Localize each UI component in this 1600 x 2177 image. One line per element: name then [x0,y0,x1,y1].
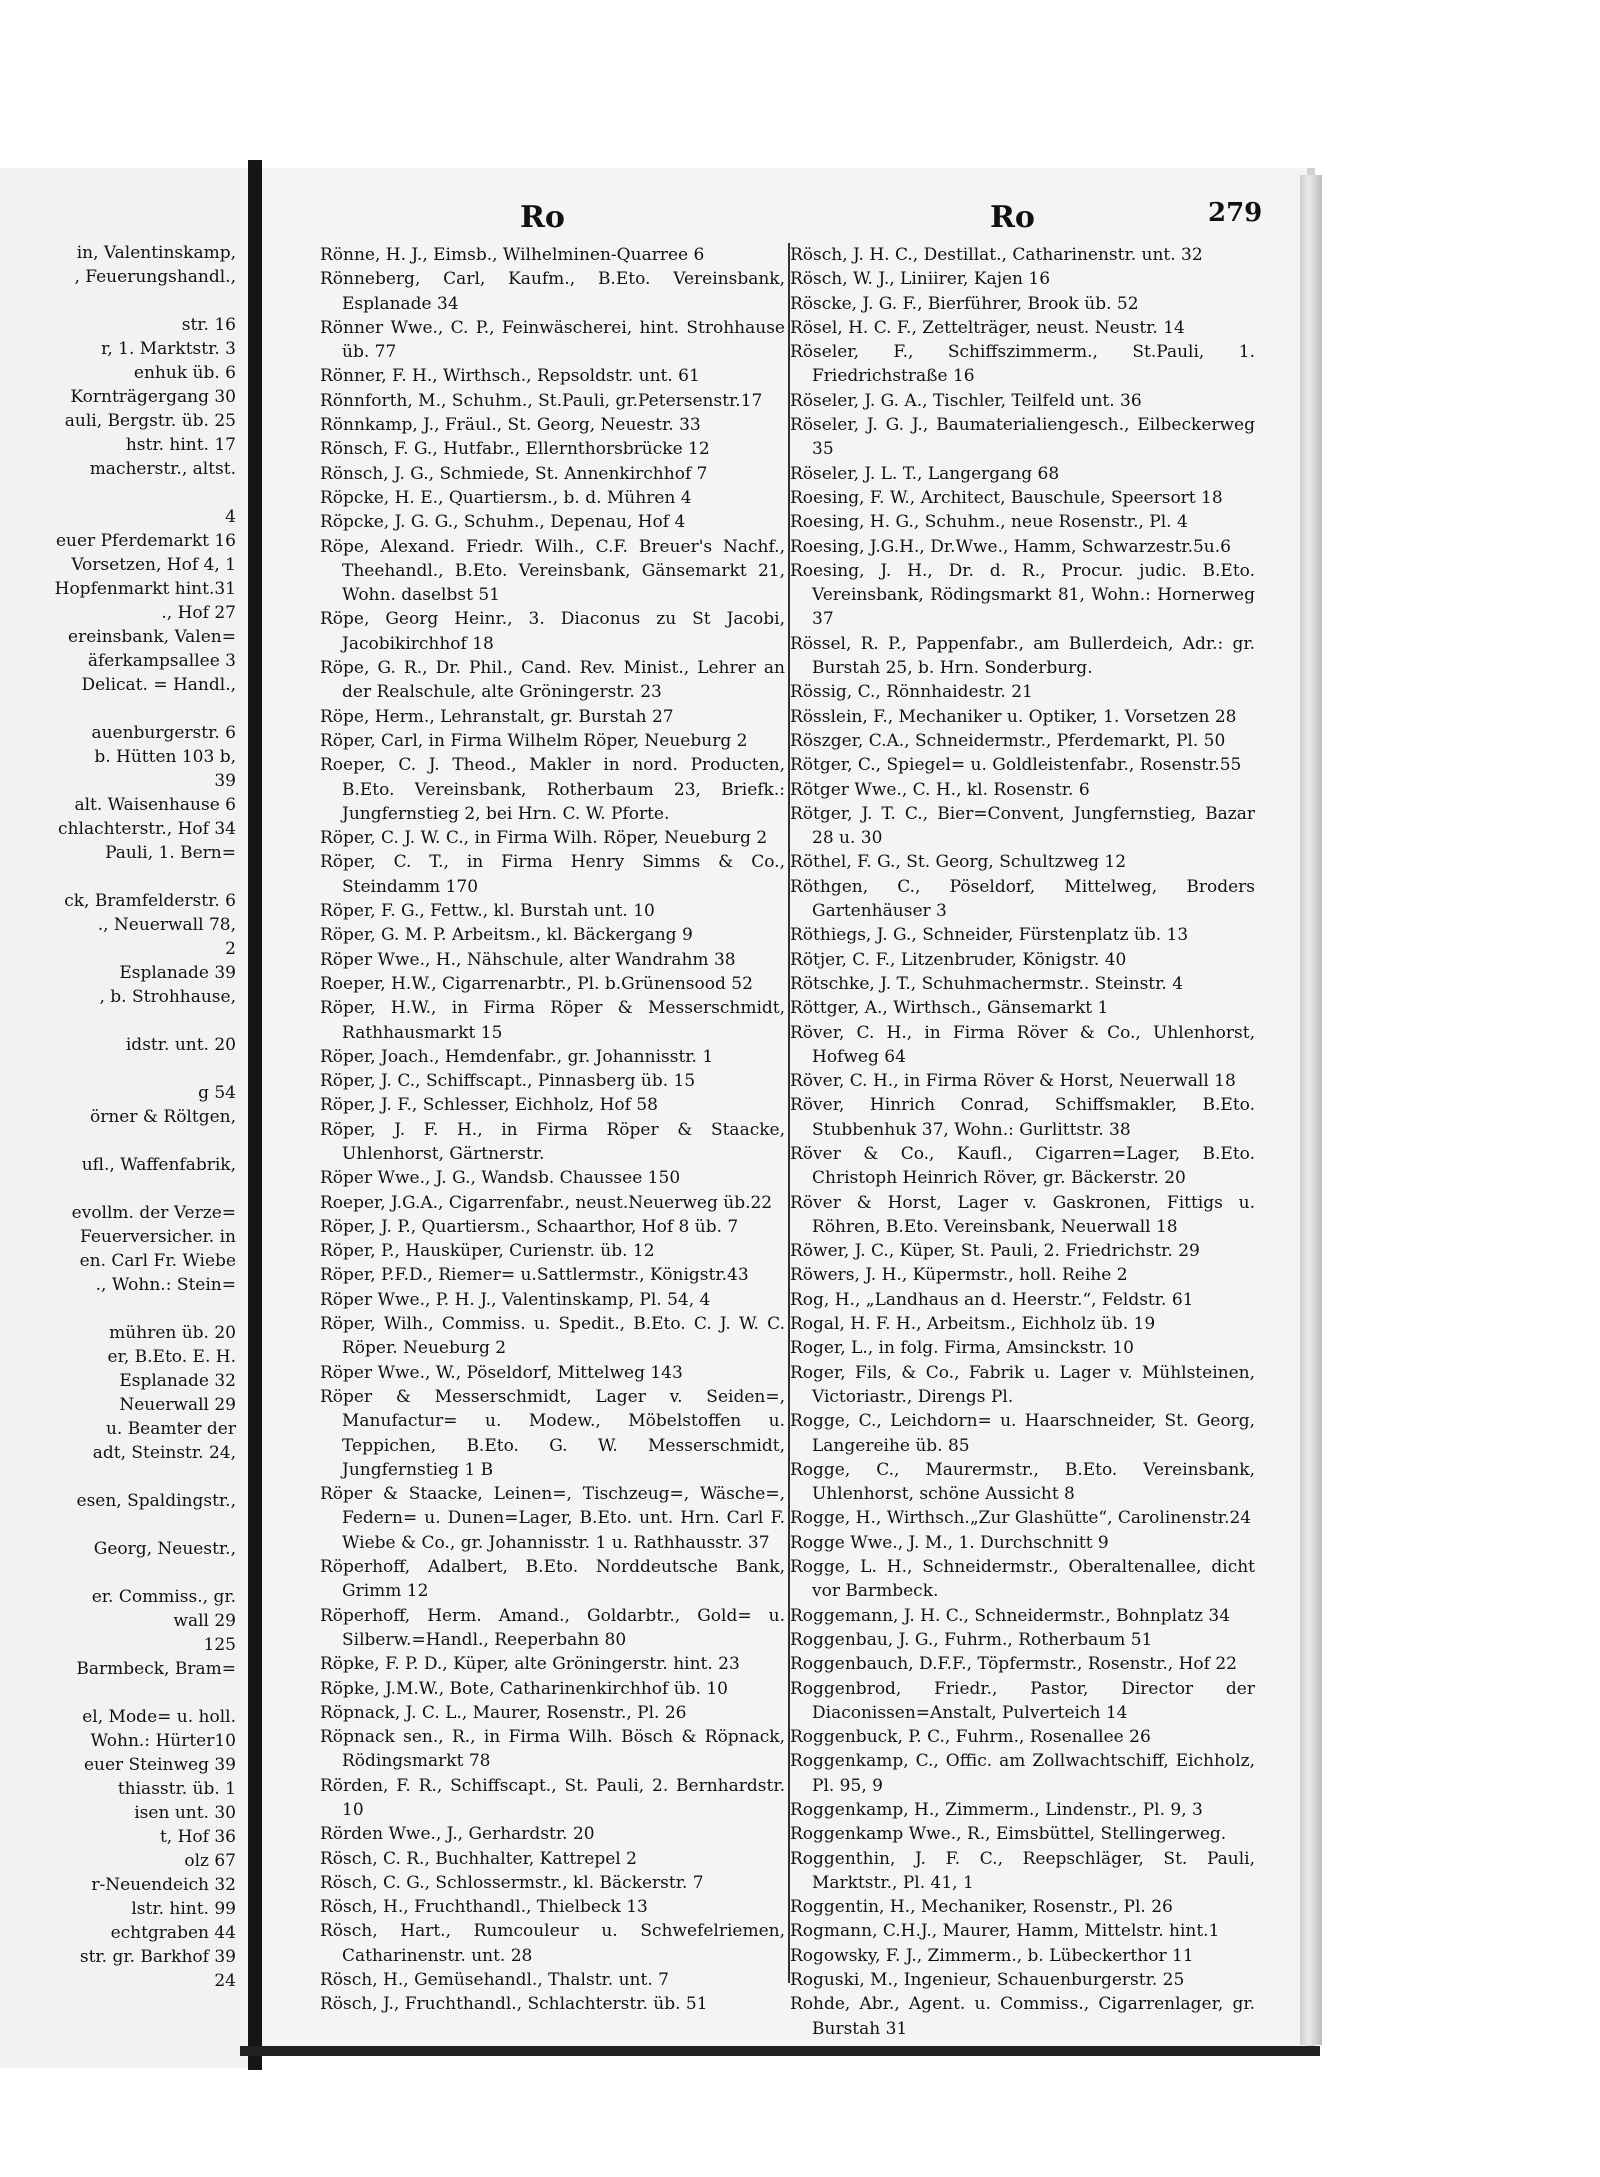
directory-entry: Röper Wwe., W., Pöseldorf, Mittelweg 143 [320,1362,683,1383]
directory-entry: Rönsch, J. G., Schmiede, St. Annenkirchhof 7 [320,463,708,484]
directory-entry: Röperhoff, Adalbert, B.Eto. Norddeutsche Bank, Grimm 12 [320,1557,785,1602]
directory-entry: Röpcke, H. E., Quartiersm., b. d. Mühren 4 [320,487,692,508]
left-page-line: Georg, Neuestr., [93,1539,236,1559]
left-page-line: ufl., Waffenfabrik, [81,1155,236,1175]
left-page-line: , b. Strohhause, [99,987,236,1007]
directory-entry: Rönne, H. J., Eimsb., Wilhelminen-Quarree 6 [320,245,705,265]
directory-entry: Röper Wwe., P. H. J., Valentinskamp, Pl. 54, 4 [320,1289,711,1310]
page-edge [1300,175,1322,2045]
directory-entry: Röpe, Alexand. Friedr. Wilh., C.F. Breuer's Nachf., Theehandl., B.Eto. Vereinsbank, Gänsemarkt 21, Wohn. daselbst 51 [320,536,785,606]
directory-entry: Röpke, J.M.W., Bote, Catharinenkirchhof üb. 10 [320,1678,728,1699]
directory-entry: Röpe, G. R., Dr. Phil., Cand. Rev. Minist., Lehrer an der Realschule, alte Gröningerstr. 23 [320,658,785,703]
left-page-line: Delicat. = Handl., [81,675,236,695]
left-page-line: Esplanade 39 [119,963,236,983]
left-page-line [0,1009,240,1033]
directory-entry: Roggenbauch, D.F.F., Töpfermstr., Rosenstr., Hof 22 [790,1654,1237,1675]
left-page-line: chlachterstr., Hof 34 [58,819,236,839]
directory-entry: Rösch, J., Fruchthandl., Schlachterstr. üb. 51 [320,1994,708,2015]
left-page-line: str. gr. Barkhof 39 [79,1947,236,1967]
left-page-line: idstr. unt. 20 [125,1035,236,1055]
directory-entry: Rogge, C., Maurermstr., B.Eto. Vereinsbank, Uhlenhorst, schöne Aussicht 8 [790,1459,1255,1505]
left-page-line: Vorsetzen, Hof 4, 1 [71,555,236,575]
left-page-line [0,1297,240,1321]
left-page-line: euer Pferdemarkt 16 [55,531,236,551]
directory-entry: Roeper, H.W., Cigarrenarbtr., Pl. b.Grünensood 52 [320,973,753,994]
directory-entry: Röper, F. G., Fettw., kl. Burstah unt. 10 [320,901,655,922]
page-bottom-edge [240,2046,1320,2056]
left-page-line: ., Wohn.: Stein= [95,1275,236,1295]
directory-entry: Röpe, Herm., Lehranstalt, gr. Burstah 27 [320,706,674,727]
directory-entry: Rogmann, C.H.J., Maurer, Hamm, Mittelstr. hint.1 [790,1921,1220,1942]
left-page-line [0,1129,240,1153]
left-page-line: in, Valentinskamp, [76,243,236,263]
directory-entry: Rösslein, F., Mechaniker u. Optiker, 1. Vorsetzen 28 [790,706,1237,727]
directory-entry: Röthgen, C., Pöseldorf, Mittelweg, Broders Gartenhäuser 3 [790,876,1255,922]
left-page-line: Barmbeck, Bram= [76,1659,236,1679]
left-page-line: macherstr., altst. [89,459,236,479]
left-page-line: adt, Steinstr. 24, [92,1443,236,1463]
left-page-line: g 54 [198,1083,236,1103]
directory-entry: Rötschke, J. T., Schuhmachermstr.. Steinstr. 4 [790,973,1184,994]
directory-entry: Rörden, F. R., Schiffscapt., St. Pauli, 2. Bernhardstr. 10 [320,1775,785,1820]
directory-entry: Rösch, H., Fruchthandl., Thielbeck 13 [320,1897,648,1918]
left-page-line [0,865,240,889]
left-page-line: Neuerwall 29 [119,1395,236,1415]
directory-entry: Rog, H., „Landhaus an d. Heerstr.“, Feldstr. 61 [790,1289,1194,1310]
directory-entry: Röwer, J. C., Küper, St. Pauli, 2. Friedrichstr. 29 [790,1241,1200,1262]
left-page-line: Feuerversicher. in [80,1227,236,1247]
directory-entry: Röszger, C.A., Schneidermstr., Pferdemarkt, Pl. 50 [790,730,1226,751]
directory-entry: Röver, C. H., in Firma Röver & Co., Uhlenhorst, Hofweg 64 [790,1022,1255,1067]
left-page-line: auenburgerstr. 6 [91,723,236,743]
directory-entry: Röperhoff, Herm. Amand., Goldarbtr., Gold= u. Silberw.=Handl., Reeperbahn 80 [320,1605,785,1650]
directory-entry: Röper, H.W., in Firma Röper & Messerschmidt, Rathhausmarkt 15 [320,998,785,1043]
directory-entry: Rogge Wwe., J. M., 1. Durchschnitt 9 [790,1532,1109,1553]
directory-entry: Rösch, C. R., Buchhalter, Kattrepel 2 [320,1848,637,1869]
directory-entry: Röper, J. F., Schlesser, Eichholz, Hof 58 [320,1095,658,1116]
directory-entry: Röper, Wilh., Commiss. u. Spedit., B.Eto. C. J. W. C. Röper. Neueburg 2 [320,1314,785,1359]
left-page-line: isen unt. 30 [134,1803,236,1823]
left-page-line: t, Hof 36 [159,1827,236,1847]
left-page-line: örner & Röltgen, [89,1107,236,1127]
directory-entry: Röthiegs, J. G., Schneider, Fürstenplatz üb. 13 [790,925,1189,946]
left-page-line: Hopfenmarkt hint.31 [54,579,236,599]
directory-entry: Roesing, J.G.H., Dr.Wwe., Hamm, Schwarzestr.5u.6 [790,536,1231,557]
directory-entry: Roggenbuck, P. C., Fuhrm., Rosenallee 26 [790,1727,1151,1748]
directory-entry: Röscke, J. G. F., Bierführer, Brook üb. 52 [790,293,1139,314]
directory-entry: Röpcke, J. G. G., Schuhm., Depenau, Hof 4 [320,512,686,533]
directory-entry: Roggenkamp, H., Zimmerm., Lindenstr., Pl. 9, 3 [790,1800,1203,1820]
left-page-line: thiasstr. üb. 1 [117,1779,236,1799]
left-page-line: ., Hof 27 [161,603,236,623]
directory-entry: Röper, P., Hausküper, Curienstr. üb. 12 [320,1241,655,1262]
left-page-line: str. 16 [181,315,236,335]
left-page-line [0,1561,240,1585]
left-page-line: wall 29 [173,1611,236,1631]
directory-entry: Rössel, R. P., Pappenfabr., am Bullerdeich, Adr.: gr. Burstah 25, b. Hrn. Sonderburg. [790,633,1255,679]
directory-entry: Rönsch, F. G., Hutfabr., Ellernthorsbrücke 12 [320,439,710,460]
left-page-line: , Feuerungshandl., [74,267,236,287]
directory-entry: Rogge, C., Leichdorn= u. Haarschneider, St. Georg, Langereihe üb. 85 [790,1411,1255,1456]
directory-entry: Röper, C. J. W. C., in Firma Wilh. Röper, Neueburg 2 [320,828,768,849]
left-page-line: 4 [225,507,236,527]
directory-entry: Röper & Staacke, Leinen=, Tischzeug=, Wäsche=, Federn= u. Dunen=Lager, B.Eto. unt. Hrn. Carl F. Wiebe & Co., gr. Johannisstr. 1 u. Rathhausstr. 37 [320,1484,785,1553]
directory-entry: Rogge, L. H., Schneidermstr., Oberaltenallee, dicht vor Barmbeck. [790,1557,1255,1602]
left-page-line [0,1681,240,1705]
left-page-line: b. Hütten 103 b, [94,747,236,767]
directory-entry: Roggenthin, J. F. C., Reepschläger, St. Pauli, Marktstr., Pl. 41, 1 [790,1848,1255,1893]
left-page-line: Wohn.: Hürter10 [90,1731,236,1751]
directory-entry: Rösch, C. G., Schlossermstr., kl. Bäckerstr. 7 [320,1872,704,1893]
directory-entry: Roesing, J. H., Dr. d. R., Procur. judic. B.Eto. Vereinsbank, Rödingsmarkt 81, Wohn.: Hornerweg 37 [790,560,1255,630]
directory-entry: Röseler, J. G. A., Tischler, Teilfeld unt. 36 [790,390,1142,411]
directory-entry: Röper Wwe., H., Nähschule, alter Wandrahm 38 [320,949,736,970]
left-page-line: Pauli, 1. Bern= [105,843,236,863]
directory-entry: Röseler, J. L. T., Langergang 68 [790,463,1060,484]
left-page-line: u. Beamter der [105,1419,236,1439]
directory-entry: Rösch, H., Gemüsehandl., Thalstr. unt. 7 [320,1970,669,1991]
left-page [0,168,250,2068]
running-header-left: Ro [520,200,565,235]
left-page-line [0,697,240,721]
left-page-line: er, B.Eto. E. H. [107,1347,236,1367]
left-page-line [0,1177,240,1201]
book-gutter [248,160,262,2070]
directory-entry: Röper, J. C., Schiffscapt., Pinnasberg üb. 15 [320,1071,696,1092]
left-page-line: olz 67 [184,1851,236,1871]
left-page-line: el, Mode= u. holl. [82,1707,236,1727]
directory-column-right [790,243,1255,2041]
left-page-line: echtgraben 44 [110,1923,236,1943]
directory-entry: Röseler, J. G. J., Baumaterialiengesch., Eilbeckerweg 35 [790,415,1255,460]
directory-entry: Röper Wwe., J. G., Wandsb. Chaussee 150 [320,1168,681,1189]
left-page-line: en. Carl Fr. Wiebe [79,1251,236,1271]
running-header-right: Ro [990,200,1035,235]
directory-entry: Röttger, A., Wirthsch., Gänsemarkt 1 [790,998,1109,1019]
directory-entry: Röver & Horst, Lager v. Gaskronen, Fittigs u. Röhren, B.Eto. Vereinsbank, Neuerwall 18 [790,1192,1255,1237]
left-page-line [0,1057,240,1081]
directory-entry: Rönner Wwe., C. P., Feinwäscherei, hint. Strohhause üb. 77 [320,317,785,363]
directory-entry: Rönneberg, Carl, Kaufm., B.Eto. Vereinsbank, Esplanade 34 [320,269,785,314]
directory-entry: Roesing, F. W., Architect, Bauschule, Speersort 18 [790,487,1223,508]
directory-entry: Röper, Joach., Hemdenfabr., gr. Johannisstr. 1 [320,1046,714,1067]
directory-entry: Röper, G. M. P. Arbeitsm., kl. Bäckergang 9 [320,925,693,946]
directory-entry: Röver, Hinrich Conrad, Schiffsmakler, B.Eto. Stubbenhuk 37, Wohn.: Gurlittstr. 38 [790,1095,1255,1140]
directory-entry: Röthel, F. G., St. Georg, Schultzweg 12 [790,852,1127,873]
left-page-line: alt. Waisenhause 6 [74,795,236,815]
directory-entry: Röper, P.F.D., Riemer= u.Sattlermstr., Königstr.43 [320,1265,749,1286]
left-page-line: 2 [225,939,236,959]
left-page-line: hstr. hint. 17 [125,435,236,455]
directory-entry: Roeper, C. J. Theod., Makler in nord. Producten, B.Eto. Vereinsbank, Rotherbaum 23, Briefk.: Jungfernstieg 2, bei Hrn. C. W. Pforte. [320,755,785,824]
left-page-column [0,241,240,1993]
directory-entry: Röper, J. P., Quartiersm., Schaarthor, Hof 8 üb. 7 [320,1216,739,1237]
directory-entry: Roggentin, H., Mechaniker, Rosenstr., Pl. 26 [790,1897,1173,1918]
directory-entry: Röpe, Georg Heinr., 3. Diaconus zu St Jacobi, Jacobikirchhof 18 [320,609,785,654]
left-page-line: Kornträgergang 30 [70,387,236,407]
directory-entry: Roggemann, J. H. C., Schneidermstr., Bohnplatz 34 [790,1605,1231,1626]
left-page-line: enhuk üb. 6 [133,363,236,383]
directory-entry: Roggenkamp, C., Offic. am Zollwachtschiff, Eichholz, Pl. 95, 9 [790,1751,1255,1796]
directory-entry: Röper, C. T., in Firma Henry Simms & Co., Steindamm 170 [320,852,785,897]
directory-entry: Rönnkamp, J., Fräul., St. Georg, Neuestr. 33 [320,415,701,436]
directory-entry: Rösch, Hart., Rumcouleur u. Schwefelriemen, Catharinenstr. unt. 28 [320,1921,785,1966]
page-number: 279 [1208,198,1263,228]
directory-entry: Rösel, H. C. F., Zettelträger, neust. Neustr. 14 [790,317,1185,338]
directory-entry: Rörden Wwe., J., Gerhardstr. 20 [320,1824,595,1845]
directory-entry: Roggenkamp Wwe., R., Eimsbüttel, Stellingerweg. [790,1824,1227,1845]
directory-entry: Roggenbau, J. G., Fuhrm., Rotherbaum 51 [790,1629,1153,1650]
directory-entry: Roguski, M., Ingenieur, Schauenburgerstr. 25 [790,1970,1185,1991]
directory-entry: Röver, C. H., in Firma Röver & Horst, Neuerwall 18 [790,1071,1236,1092]
left-page-line [0,1513,240,1537]
left-page-line: euer Steinweg 39 [83,1755,236,1775]
left-page-line: 39 [214,771,236,791]
directory-entry: Röwers, J. H., Küpermstr., holl. Reihe 2 [790,1265,1128,1286]
directory-entry: Rötger Wwe., C. H., kl. Rosenstr. 6 [790,779,1090,800]
directory-entry: Rohde, Abr., Agent. u. Commiss., Cigarrenlager, gr. Burstah 31 [790,1994,1255,2039]
directory-entry: Roger, Fils, & Co., Fabrik u. Lager v. Mühlsteinen, Victoriastr., Direngs Pl. [790,1362,1255,1407]
left-page-line: ck, Bramfelderstr. 6 [64,891,236,911]
directory-entry: Röper & Messerschmidt, Lager v. Seiden=, Manufactur= u. Modew., Möbelstoffen u. Teppichen, B.Eto. G. W. Messerschmidt, Jungfernstieg 1 B [320,1386,785,1480]
directory-entry: Rötger, J. T. C., Bier=Convent, Jungfernstieg, Bazar 28 u. 30 [790,803,1255,849]
directory-entry: Roger, L., in folg. Firma, Amsinckstr. 10 [790,1338,1134,1359]
left-page-line: äferkampsallee 3 [87,651,236,671]
directory-column-left [320,243,785,2017]
left-page-line: mühren üb. 20 [109,1323,236,1343]
directory-entry: Röper, Carl, in Firma Wilhelm Röper, Neueburg 2 [320,730,748,751]
directory-entry: Röper, J. F. H., in Firma Röper & Staacke, Uhlenhorst, Gärtnerstr. [320,1119,785,1164]
left-page-line: ., Neuerwall 78, [97,915,236,935]
left-page-line: r-Neuendeich 32 [91,1875,236,1895]
directory-entry: Rötjer, C. F., Litzenbruder, Königstr. 40 [790,949,1127,970]
directory-entry: Rogal, H. F. H., Arbeitsm., Eichholz üb. 19 [790,1314,1156,1335]
directory-entry: Röpnack, J. C. L., Maurer, Rosenstr., Pl. 26 [320,1702,687,1723]
left-page-line: Esplanade 32 [119,1371,236,1391]
directory-entry: Rogge, H., Wirthsch.„Zur Glashütte“, Carolinenstr.24 [790,1508,1252,1529]
directory-entry: Rösch, W. J., Liniirer, Kajen 16 [790,269,1051,290]
left-page-line [0,481,240,505]
directory-entry: Rogowsky, F. J., Zimmerm., b. Lübeckerthor 11 [790,1945,1194,1966]
left-page-line: lstr. hint. 99 [131,1899,236,1919]
directory-entry: Röpke, F. P. D., Küper, alte Gröningerstr. hint. 23 [320,1654,740,1675]
directory-entry: Rönnforth, M., Schuhm., St.Pauli, gr.Petersenstr.17 [320,390,763,411]
left-page-line: auli, Bergstr. üb. 25 [64,411,236,431]
directory-entry: Rössig, C., Rönnhaidestr. 21 [790,682,1033,703]
directory-entry: Roggenbrod, Friedr., Pastor, Director der Diaconissen=Anstalt, Pulverteich 14 [790,1678,1255,1723]
directory-entry: Rösch, J. H. C., Destillat., Catharinenstr. unt. 32 [790,245,1203,265]
directory-entry: Röseler, F., Schiffszimmerm., St.Pauli, 1. Friedrichstraße 16 [790,342,1255,387]
left-page-line: esen, Spaldingstr., [76,1491,236,1511]
left-page-line: ereinsbank, Valen= [68,627,236,647]
left-page-line: 24 [214,1971,236,1991]
directory-entry: Roesing, H. G., Schuhm., neue Rosenstr., Pl. 4 [790,512,1188,533]
directory-entry: Rönner, F. H., Wirthsch., Repsoldstr. unt. 61 [320,366,700,387]
left-page-line [0,289,240,313]
directory-entry: Röpnack sen., R., in Firma Wilh. Bösch & Röpnack, Rödingsmarkt 78 [320,1727,785,1772]
directory-entry: Rötger, C., Spiegel= u. Goldleistenfabr., Rosenstr.55 [790,755,1242,776]
left-page-line: 125 [203,1635,236,1655]
directory-entry: Roeper, J.G.A., Cigarrenfabr., neust.Neuerweg üb.22 [320,1192,773,1213]
left-page-line: evollm. der Verze= [71,1203,236,1223]
left-page-line: r, 1. Marktstr. 3 [101,339,236,359]
left-page-line: er. Commiss., gr. [91,1587,236,1607]
left-page-line [0,1465,240,1489]
directory-entry: Röver & Co., Kaufl., Cigarren=Lager, B.Eto. Christoph Heinrich Röver, gr. Bäckerstr. 20 [790,1143,1255,1189]
